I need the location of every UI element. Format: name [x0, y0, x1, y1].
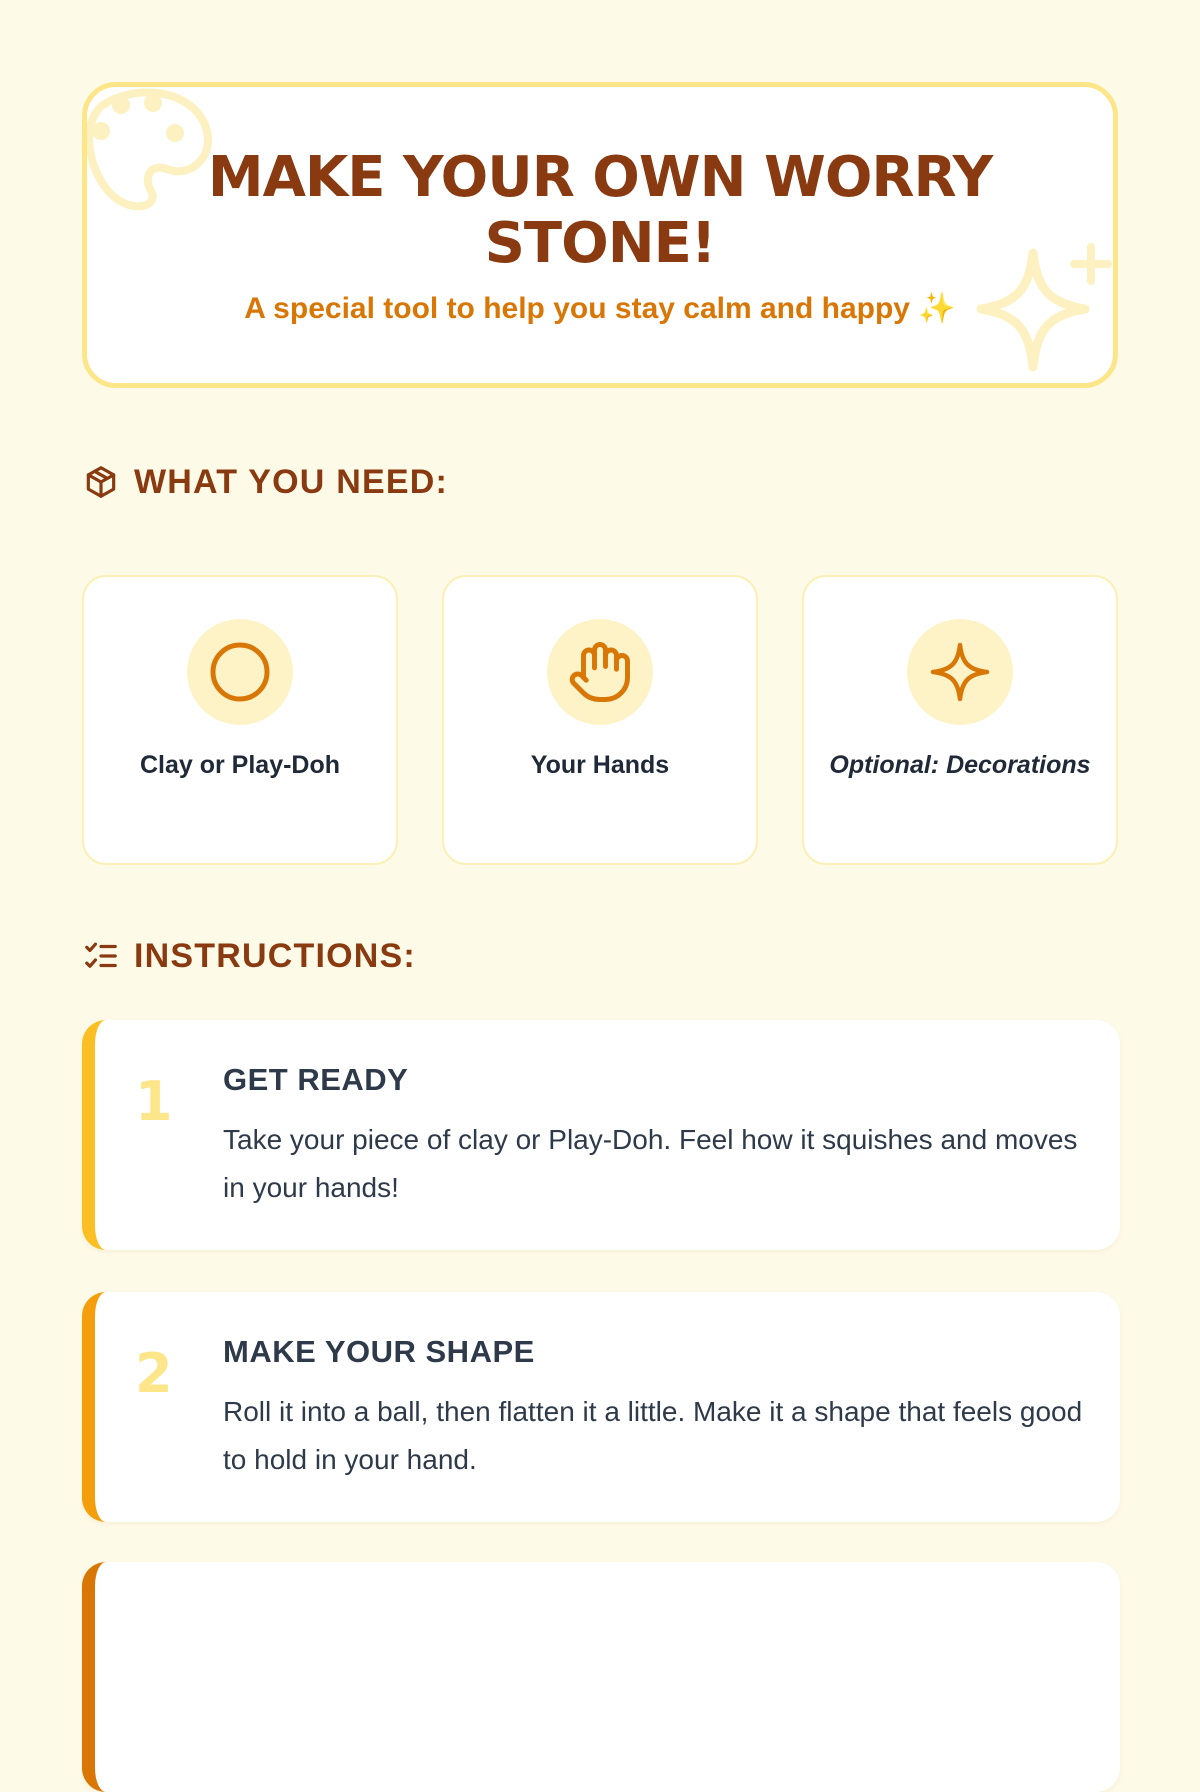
step-number: 1 — [135, 1070, 173, 1133]
step-card — [82, 1020, 1120, 1250]
material-card-hands — [442, 575, 758, 865]
step-text: Take your piece of clay or Play-Doh. Feel how it squishes and moves in your hands! — [223, 1124, 1078, 1203]
step-number: 2 — [135, 1342, 173, 1405]
step-title: MAKE YOUR SHAPE — [223, 1334, 535, 1369]
material-label: Your Hands — [530, 751, 670, 779]
hero-card — [82, 82, 1118, 388]
list-checks-icon — [82, 937, 120, 975]
materials-section-header — [82, 460, 448, 504]
step-text: Roll it into a ball, then flatten it a little. Make it a shape that feels good to hold in your hand. — [223, 1396, 1083, 1475]
material-label: Optional: Decorations — [829, 751, 1091, 779]
instructions-heading: INSTRUCTIONS: — [134, 936, 416, 975]
step-card — [82, 1562, 1120, 1792]
material-card-decorations — [802, 575, 1118, 865]
materials-heading: WHAT YOU NEED: — [134, 462, 448, 501]
package-icon — [82, 463, 120, 501]
page-title: MAKE YOUR OWN WORRY STONE! — [207, 145, 993, 276]
circle-icon — [187, 619, 293, 725]
material-label: Clay or Play-Doh — [139, 751, 341, 779]
sparkle-icon — [907, 619, 1013, 725]
step-card — [82, 1292, 1120, 1522]
instructions-section-header — [82, 934, 416, 978]
hand-icon — [547, 619, 653, 725]
material-card-clay — [82, 575, 398, 865]
step-title: GET READY — [223, 1062, 409, 1097]
page-subtitle: A special tool to help you stay calm and happy ✨ — [244, 292, 956, 325]
